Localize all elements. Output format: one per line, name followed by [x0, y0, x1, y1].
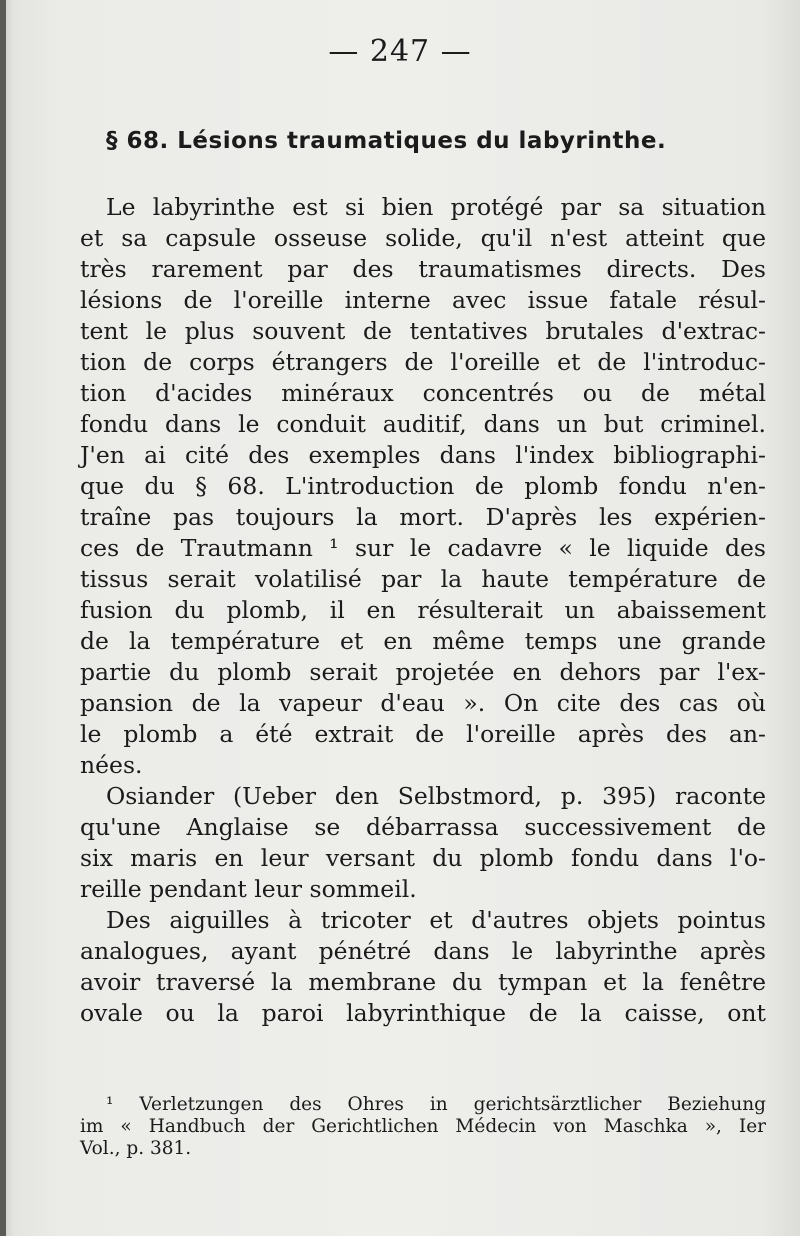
page-edge-shadow: [0, 0, 6, 1236]
footnote-line: ¹ Verletzungen des Ohres in gerichtsärztlicher Beziehung: [106, 1094, 766, 1115]
text-line: pansion de la vapeur d'eau ». On cite des cas où: [80, 689, 766, 717]
text-line: tion d'acides minéraux concentrés ou de métal: [80, 379, 766, 407]
page-number: — 247 —: [328, 34, 472, 69]
text-line: nées.: [80, 751, 143, 779]
text-line: reille pendant leur sommeil.: [80, 875, 417, 903]
footnote-line: im « Handbuch der Gerichtlichen Médecin von Maschka », Ier: [80, 1116, 766, 1137]
text-line: lésions de l'oreille interne avec issue fatale résul-: [80, 286, 766, 314]
body-text: [80, 192, 766, 1029]
text-line: tent le plus souvent de tentatives brutales d'extrac-: [80, 317, 766, 345]
text-line: ovale ou la paroi labyrinthique de la caisse, ont: [80, 999, 766, 1027]
text-line: fusion du plomb, il en résulterait un abaissement: [80, 596, 766, 624]
text-line: tissus serait volatilisé par la haute température de: [80, 565, 766, 593]
text-line: J'en ai cité des exemples dans l'index bibliographi-: [80, 441, 766, 469]
section-heading: § 68. Lésions traumatiques du labyrinthe.: [106, 128, 667, 154]
text-line: Des aiguilles à tricoter et d'autres objets pointus: [106, 906, 766, 934]
text-line: tion de corps étrangers de l'oreille et de l'introduc-: [80, 348, 766, 376]
text-line: qu'une Anglaise se débarrassa successivement de: [80, 813, 766, 841]
text-line: analogues, ayant pénétré dans le labyrinthe après: [80, 937, 766, 965]
text-line: six maris en leur versant du plomb fondu dans l'o-: [80, 844, 766, 872]
text-line: traîne pas toujours la mort. D'après les expérien-: [80, 503, 766, 531]
text-line: et sa capsule osseuse solide, qu'il n'est atteint que: [80, 224, 766, 252]
footnote-line: Vol., p. 381.: [80, 1138, 192, 1159]
text-line: avoir traversé la membrane du tympan et la fenêtre: [80, 968, 766, 996]
text-line: très rarement par des traumatismes directs. Des: [80, 255, 766, 283]
footnotes: [80, 1094, 766, 1160]
text-line: fondu dans le conduit auditif, dans un but criminel.: [80, 410, 766, 438]
text-line: que du § 68. L'introduction de plomb fondu n'en-: [80, 472, 766, 500]
text-line: partie du plomb serait projetée en dehors par l'ex-: [80, 658, 766, 686]
text-line: ces de Trautmann ¹ sur le cadavre « le liquide des: [80, 534, 766, 562]
text-line: Le labyrinthe est si bien protégé par sa situation: [106, 193, 766, 221]
text-line: le plomb a été extrait de l'oreille après des an-: [80, 720, 766, 748]
text-line: Osiander (Ueber den Selbstmord, p. 395) raconte: [106, 782, 766, 810]
text-line: de la température et en même temps une grande: [80, 627, 766, 655]
